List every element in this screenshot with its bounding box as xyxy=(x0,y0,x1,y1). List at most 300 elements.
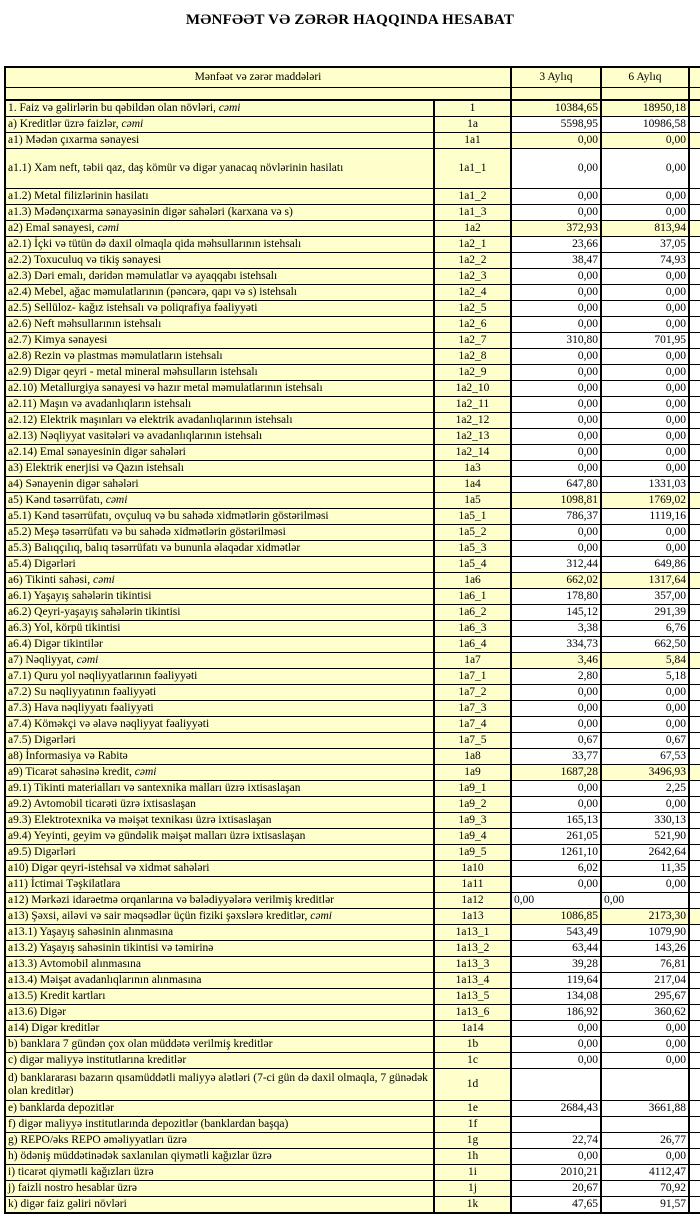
row-code: 1a7 xyxy=(434,653,511,669)
clipped-edge-cell xyxy=(689,893,700,909)
table-row xyxy=(5,525,700,541)
header-spacer-row xyxy=(5,87,700,100)
row-label: a2.4) Mebel, ağac məmulatlarının (pəncərə, qapı və s) istehsalı xyxy=(5,285,434,301)
table-row xyxy=(5,1053,700,1069)
table-row xyxy=(5,605,700,621)
row-code: 1a5_1 xyxy=(434,509,511,525)
clipped-edge-cell xyxy=(689,1149,700,1165)
table-row xyxy=(5,133,700,149)
clipped-edge-cell xyxy=(689,100,700,117)
clipped-edge-cell xyxy=(689,117,700,133)
row-label: a7.1) Quru yol nəqliyyatlarının fəaliyyəti xyxy=(5,669,434,685)
row-code: 1a2_14 xyxy=(434,445,511,461)
value-3-month: 0,00 xyxy=(511,797,601,813)
row-label-italic-suffix: cəmi xyxy=(118,118,144,130)
row-label: a10) Digər qeyri-istehsal və xidmət sahələri xyxy=(5,861,434,877)
row-code: 1a2_13 xyxy=(434,429,511,445)
row-label: a13) Şəxsi, ailəvi və sair məqsədlər üçün fiziki şəxslərə kreditlər, cəmi xyxy=(5,909,434,925)
value-3-month: 0,00 xyxy=(511,445,601,461)
value-6-month: 0,00 xyxy=(601,445,689,461)
value-3-month: 647,80 xyxy=(511,477,601,493)
row-code: 1a5_2 xyxy=(434,525,511,541)
row-label: a13.5) Kredit kartları xyxy=(5,989,434,1005)
header-3-month-column: 3 Aylıq xyxy=(511,67,601,87)
clipped-edge-cell xyxy=(689,413,700,429)
table-row xyxy=(5,269,700,285)
table-row xyxy=(5,925,700,941)
row-label: a2.5) Sellüloz- kağız istehsalı və poliqrafiya fəaliyyəti xyxy=(5,301,434,317)
table-row xyxy=(5,909,700,925)
row-code: 1a1_2 xyxy=(434,189,511,205)
table-row xyxy=(5,845,700,861)
row-label: a13.1) Yaşayış sahəsinin alınmasına xyxy=(5,925,434,941)
row-label-italic-suffix: cəmi xyxy=(102,494,128,506)
row-label: a5) Kənd təsərrüfatı, cəmi xyxy=(5,493,434,509)
row-label: a12) Mərkəzi idarəetmə orqanlarına və bələdiyyələrə verilmiş kreditlər xyxy=(5,893,434,909)
clipped-edge-cell xyxy=(689,237,700,253)
clipped-edge-cell xyxy=(689,1021,700,1037)
value-6-month: 0,00 xyxy=(601,1037,689,1053)
header-row xyxy=(5,67,700,87)
value-3-month: 63,44 xyxy=(511,941,601,957)
value-3-month: 47,65 xyxy=(511,1197,601,1214)
row-label: a13.6) Digər xyxy=(5,1005,434,1021)
value-3-month: 2010,21 xyxy=(511,1165,601,1181)
table-row xyxy=(5,1181,700,1197)
value-3-month: 0,00 xyxy=(511,701,601,717)
value-3-month: 0,00 xyxy=(511,1037,601,1053)
clipped-edge-cell xyxy=(689,1165,700,1181)
row-code: 1a6 xyxy=(434,573,511,589)
table-header xyxy=(5,67,700,100)
clipped-edge-cell xyxy=(689,189,700,205)
value-3-month: 0,00 xyxy=(511,781,601,797)
value-3-month: 145,12 xyxy=(511,605,601,621)
value-3-month: 2684,43 xyxy=(511,1101,601,1117)
value-3-month: 6,02 xyxy=(511,861,601,877)
row-code: 1a2_10 xyxy=(434,381,511,397)
clipped-edge-cell xyxy=(689,461,700,477)
table-row xyxy=(5,493,700,509)
value-6-month: 295,67 xyxy=(601,989,689,1005)
row-code: 1a7_2 xyxy=(434,685,511,701)
row-label: a2) Emal sənayesi, cəmi xyxy=(5,221,434,237)
row-code: 1a8 xyxy=(434,749,511,765)
row-code: 1a7_4 xyxy=(434,717,511,733)
row-label: a1.3) Mədənçıxarma sənayəsinin digər sahələri (karxana və s) xyxy=(5,205,434,221)
clipped-edge-cell xyxy=(689,253,700,269)
row-label: a1) Mədən çıxarma sənayesi xyxy=(5,133,434,149)
value-3-month: 0,00 xyxy=(511,461,601,477)
table-row xyxy=(5,413,700,429)
row-code: 1a13_1 xyxy=(434,925,511,941)
value-3-month: 261,05 xyxy=(511,829,601,845)
row-code: 1a xyxy=(434,117,511,133)
value-3-month: 0,00 xyxy=(511,525,601,541)
clipped-edge-cell xyxy=(689,861,700,877)
clipped-edge-cell xyxy=(689,653,700,669)
clipped-edge-cell xyxy=(689,269,700,285)
value-3-month: 0,00 xyxy=(511,365,601,381)
row-label-italic-suffix: cəmi xyxy=(73,654,99,666)
clipped-edge-cell xyxy=(689,525,700,541)
row-label: a7.3) Hava nəqliyyatı fəaliyyəti xyxy=(5,701,434,717)
row-label: a7.4) Köməkçi və əlavə nəqliyyat fəaliyyəti xyxy=(5,717,434,733)
table-row xyxy=(5,1149,700,1165)
row-label: a2.2) Toxuculuq və tikiş sənayesi xyxy=(5,253,434,269)
row-code: 1a9_4 xyxy=(434,829,511,845)
row-label: a2.8) Rezin və plastmas məmulatların istehsalı xyxy=(5,349,434,365)
header-clipped-column xyxy=(689,67,700,87)
table-row xyxy=(5,509,700,525)
table-row xyxy=(5,557,700,573)
table-row xyxy=(5,765,700,781)
row-label: a6.3) Yol, körpü tikintisi xyxy=(5,621,434,637)
row-label: k) digər faiz gəliri növləri xyxy=(5,1197,434,1214)
clipped-edge-cell xyxy=(689,133,700,149)
value-3-month: 0,00 xyxy=(511,397,601,413)
clipped-edge-cell xyxy=(689,205,700,221)
row-code: 1a4 xyxy=(434,477,511,493)
clipped-edge-cell xyxy=(689,445,700,461)
value-6-month: 3496,93 xyxy=(601,765,689,781)
value-3-month: 186,92 xyxy=(511,1005,601,1021)
row-label: a9.4) Yeyinti, geyim və gündəlik məişət malları üzrə ixtisaslaşan xyxy=(5,829,434,845)
table-row xyxy=(5,813,700,829)
value-6-month: 76,81 xyxy=(601,957,689,973)
clipped-edge-cell xyxy=(689,957,700,973)
clipped-edge-cell xyxy=(689,317,700,333)
value-6-month: 37,05 xyxy=(601,237,689,253)
value-3-month: 0,00 xyxy=(511,1149,601,1165)
row-code: 1e xyxy=(434,1101,511,1117)
row-label: 1. Faiz və gəlirlərin bu qəbildən olan növləri, cəmi xyxy=(5,100,434,117)
clipped-edge-cell xyxy=(689,797,700,813)
clipped-edge-cell xyxy=(689,573,700,589)
clipped-edge-cell xyxy=(689,285,700,301)
row-label: a2.12) Elektrik maşınları və elektrik avadanlıqlarının istehsalı xyxy=(5,413,434,429)
row-code: 1a9_2 xyxy=(434,797,511,813)
row-code: 1g xyxy=(434,1133,511,1149)
table-row xyxy=(5,477,700,493)
value-6-month: 5,84 xyxy=(601,653,689,669)
table-row xyxy=(5,877,700,893)
clipped-edge-cell xyxy=(689,733,700,749)
value-6-month: 0,00 xyxy=(601,1149,689,1165)
value-3-month: 0,00 xyxy=(511,893,601,909)
value-6-month: 0,00 xyxy=(601,1021,689,1037)
value-6-month: 0,67 xyxy=(601,733,689,749)
row-code: 1a2_7 xyxy=(434,333,511,349)
row-label: a7.5) Digərləri xyxy=(5,733,434,749)
clipped-edge-cell xyxy=(689,749,700,765)
table-row xyxy=(5,149,700,189)
value-6-month: 0,00 xyxy=(601,365,689,381)
profit-loss-table xyxy=(4,66,700,1214)
row-label: a2.11) Maşın və avadanlıqların istehsalı xyxy=(5,397,434,413)
clipped-edge-cell xyxy=(689,989,700,1005)
clipped-edge-cell xyxy=(689,509,700,525)
table-row xyxy=(5,829,700,845)
value-6-month: 521,90 xyxy=(601,829,689,845)
row-label: a5.2) Meşə təsərrüfatı və bu sahədə xidmətlərin göstərilməsi xyxy=(5,525,434,541)
value-6-month: 1079,90 xyxy=(601,925,689,941)
value-6-month: 291,39 xyxy=(601,605,689,621)
row-label: a5.3) Balıqçılıq, balıq təsərrüfatı və bununla əlaqədar xidmətlər xyxy=(5,541,434,557)
table-row xyxy=(5,237,700,253)
clipped-edge-cell xyxy=(689,845,700,861)
value-6-month: 649,86 xyxy=(601,557,689,573)
row-code: 1 xyxy=(434,100,511,117)
row-code: 1a10 xyxy=(434,861,511,877)
value-6-month: 330,13 xyxy=(601,813,689,829)
clipped-edge-cell xyxy=(689,1037,700,1053)
spacer-cell xyxy=(511,87,601,100)
value-6-month: 0,00 xyxy=(601,525,689,541)
clipped-edge-cell xyxy=(689,493,700,509)
row-label: d) banklararası bazarın qısamüddətli maliyyə alətləri (7-ci gün də daxil olmaqla, 7 günədək olan kreditlər) xyxy=(5,1069,434,1101)
table-row xyxy=(5,701,700,717)
row-label: j) faizli nostro hesablar üzrə xyxy=(5,1181,434,1197)
row-code: 1a2_11 xyxy=(434,397,511,413)
row-code: 1a1 xyxy=(434,133,511,149)
row-label: a2.14) Emal sənayesinin digər sahələri xyxy=(5,445,434,461)
table-row xyxy=(5,861,700,877)
clipped-edge-cell xyxy=(689,365,700,381)
table-row xyxy=(5,381,700,397)
clipped-edge-cell xyxy=(689,781,700,797)
row-label: a1.2) Metal filizlərinin hasilatı xyxy=(5,189,434,205)
table-row xyxy=(5,100,700,117)
row-code: 1a6_2 xyxy=(434,605,511,621)
clipped-edge-cell xyxy=(689,621,700,637)
row-label: a5.1) Kənd təsərrüfatı, ovçuluq və bu sahədə xidmətlərin göstərilməsi xyxy=(5,509,434,525)
table-row xyxy=(5,253,700,269)
value-6-month: 0,00 xyxy=(601,429,689,445)
row-label-italic-suffix: cəmi xyxy=(307,910,332,922)
row-label: a14) Digər kreditlər xyxy=(5,1021,434,1037)
clipped-edge-cell xyxy=(689,637,700,653)
table-row xyxy=(5,317,700,333)
value-3-month: 165,13 xyxy=(511,813,601,829)
row-code: 1a11 xyxy=(434,877,511,893)
value-6-month: 0,00 xyxy=(601,685,689,701)
value-3-month: 0,00 xyxy=(511,685,601,701)
value-3-month: 10384,65 xyxy=(511,100,601,117)
value-6-month: 0,00 xyxy=(601,461,689,477)
clipped-edge-cell xyxy=(689,909,700,925)
value-3-month: 0,00 xyxy=(511,349,601,365)
table-row xyxy=(5,1101,700,1117)
row-label: a13.4) Məişət avadanlıqlarının alınmasına xyxy=(5,973,434,989)
row-label: a9.2) Avtomobil ticarəti üzrə ixtisaslaşan xyxy=(5,797,434,813)
value-3-month: 134,08 xyxy=(511,989,601,1005)
value-3-month: 0,00 xyxy=(511,413,601,429)
clipped-edge-cell xyxy=(689,717,700,733)
value-3-month: 178,80 xyxy=(511,589,601,605)
value-6-month: 26,77 xyxy=(601,1133,689,1149)
value-6-month: 0,00 xyxy=(601,205,689,221)
value-6-month: 1769,02 xyxy=(601,493,689,509)
table-row xyxy=(5,221,700,237)
value-6-month xyxy=(601,1117,689,1133)
row-code: 1a2_12 xyxy=(434,413,511,429)
table-row xyxy=(5,589,700,605)
clipped-edge-cell xyxy=(689,301,700,317)
value-6-month: 357,00 xyxy=(601,589,689,605)
report-table-body xyxy=(5,100,700,1213)
value-3-month: 3,38 xyxy=(511,621,601,637)
table-row xyxy=(5,1005,700,1021)
table-row xyxy=(5,749,700,765)
table-row xyxy=(5,333,700,349)
row-code: 1i xyxy=(434,1165,511,1181)
clipped-edge-cell xyxy=(689,1101,700,1117)
value-3-month: 3,46 xyxy=(511,653,601,669)
row-code: 1a5 xyxy=(434,493,511,509)
value-6-month: 18950,18 xyxy=(601,100,689,117)
value-3-month: 39,28 xyxy=(511,957,601,973)
table-row xyxy=(5,189,700,205)
clipped-edge-cell xyxy=(689,1117,700,1133)
value-6-month: 0,00 xyxy=(601,877,689,893)
table-row xyxy=(5,1197,700,1214)
row-label: a3) Elektrik enerjisi və Qazın istehsalı xyxy=(5,461,434,477)
row-label: a13.2) Yaşayış sahəsinin tikintisi və təmirinə xyxy=(5,941,434,957)
table-row xyxy=(5,941,700,957)
value-3-month: 38,47 xyxy=(511,253,601,269)
row-label-italic-suffix: cəmi xyxy=(215,102,241,114)
value-3-month: 372,93 xyxy=(511,221,601,237)
value-3-month: 0,00 xyxy=(511,149,601,189)
value-6-month: 2642,64 xyxy=(601,845,689,861)
table-row xyxy=(5,669,700,685)
spacer-cell xyxy=(601,87,689,100)
table-row xyxy=(5,957,700,973)
row-label: a6) Tikinti sahəsi, cəmi xyxy=(5,573,434,589)
table-row xyxy=(5,445,700,461)
value-6-month: 67,53 xyxy=(601,749,689,765)
header-6-month-column: 6 Aylıq xyxy=(601,67,689,87)
value-6-month: 3661,88 xyxy=(601,1101,689,1117)
value-6-month: 0,00 xyxy=(601,349,689,365)
row-code: 1a2_3 xyxy=(434,269,511,285)
value-3-month: 312,44 xyxy=(511,557,601,573)
value-6-month: 813,94 xyxy=(601,221,689,237)
table-row xyxy=(5,1133,700,1149)
value-6-month xyxy=(601,1069,689,1101)
clipped-edge-cell xyxy=(689,541,700,557)
row-code: 1a13 xyxy=(434,909,511,925)
row-code: 1a13_5 xyxy=(434,989,511,1005)
row-label: a7.2) Su nəqliyyatının fəaliyyəti xyxy=(5,685,434,701)
row-label: a6.2) Qeyri-yaşayış sahələrin tikintisi xyxy=(5,605,434,621)
value-6-month: 11,35 xyxy=(601,861,689,877)
clipped-edge-cell xyxy=(689,397,700,413)
value-6-month: 701,95 xyxy=(601,333,689,349)
spacer-cell xyxy=(5,87,511,100)
row-label: a2.9) Digər qeyri - metal mineral məhsulların istehsalı xyxy=(5,365,434,381)
value-6-month: 0,00 xyxy=(601,1053,689,1069)
row-code: 1a13_6 xyxy=(434,1005,511,1021)
table-row xyxy=(5,653,700,669)
clipped-edge-cell xyxy=(689,149,700,189)
clipped-edge-cell xyxy=(689,1005,700,1021)
row-label: a11) İctimai Təşkilatlara xyxy=(5,877,434,893)
value-6-month: 1331,03 xyxy=(601,477,689,493)
clipped-edge-cell xyxy=(689,221,700,237)
row-code: 1c xyxy=(434,1053,511,1069)
value-6-month: 91,57 xyxy=(601,1197,689,1214)
value-6-month: 0,00 xyxy=(601,701,689,717)
row-code: 1a13_4 xyxy=(434,973,511,989)
table-row xyxy=(5,461,700,477)
row-code: 1a12 xyxy=(434,893,511,909)
clipped-edge-cell xyxy=(689,1069,700,1101)
clipped-edge-cell xyxy=(689,829,700,845)
value-3-month: 786,37 xyxy=(511,509,601,525)
table-row xyxy=(5,365,700,381)
table-row xyxy=(5,733,700,749)
value-6-month: 143,26 xyxy=(601,941,689,957)
clipped-edge-cell xyxy=(689,605,700,621)
value-3-month: 23,66 xyxy=(511,237,601,253)
row-code: 1a7_5 xyxy=(434,733,511,749)
row-label: g) REPO/əks REPO əməliyyatları üzrə xyxy=(5,1133,434,1149)
value-6-month: 0,00 xyxy=(601,269,689,285)
row-label: a2.7) Kimya sənayesi xyxy=(5,333,434,349)
clipped-edge-cell xyxy=(689,877,700,893)
row-code: 1a2_4 xyxy=(434,285,511,301)
table-row xyxy=(5,621,700,637)
table-row xyxy=(5,781,700,797)
row-label: i) ticarət qiymətli kağızları üzrə xyxy=(5,1165,434,1181)
value-3-month: 0,00 xyxy=(511,717,601,733)
row-code: 1a9_1 xyxy=(434,781,511,797)
value-6-month: 5,18 xyxy=(601,669,689,685)
value-3-month: 0,00 xyxy=(511,877,601,893)
value-3-month: 0,00 xyxy=(511,1021,601,1037)
table-row xyxy=(5,541,700,557)
row-code: 1a13_2 xyxy=(434,941,511,957)
row-code: 1a6_4 xyxy=(434,637,511,653)
row-code: 1a2_6 xyxy=(434,317,511,333)
spacer-cell xyxy=(689,87,700,100)
row-label: a2.1) İçki və tütün də daxil olmaqla qida məhsullarının istehsalı xyxy=(5,237,434,253)
row-label: a13.3) Avtomobil alınmasına xyxy=(5,957,434,973)
row-code: 1a5_3 xyxy=(434,541,511,557)
row-code: 1a6_1 xyxy=(434,589,511,605)
value-6-month: 0,00 xyxy=(601,301,689,317)
clipped-edge-cell xyxy=(689,429,700,445)
row-label: a8) İnformasiya və Rabitə xyxy=(5,749,434,765)
clipped-edge-cell xyxy=(689,685,700,701)
row-code: 1b xyxy=(434,1037,511,1053)
row-label: a9.1) Tikinti materialları və santexnika malları üzrə ixtisaslaşan xyxy=(5,781,434,797)
value-6-month: 0,00 xyxy=(601,285,689,301)
table-row xyxy=(5,1165,700,1181)
row-label-italic-suffix: cəmi xyxy=(131,766,157,778)
clipped-edge-cell xyxy=(689,349,700,365)
clipped-edge-cell xyxy=(689,1133,700,1149)
table-row xyxy=(5,637,700,653)
row-label-italic-suffix: cəmi xyxy=(90,574,115,586)
value-3-month: 310,80 xyxy=(511,333,601,349)
row-code: 1h xyxy=(434,1149,511,1165)
value-6-month: 0,00 xyxy=(601,541,689,557)
row-code: 1a2_8 xyxy=(434,349,511,365)
value-6-month: 2,25 xyxy=(601,781,689,797)
